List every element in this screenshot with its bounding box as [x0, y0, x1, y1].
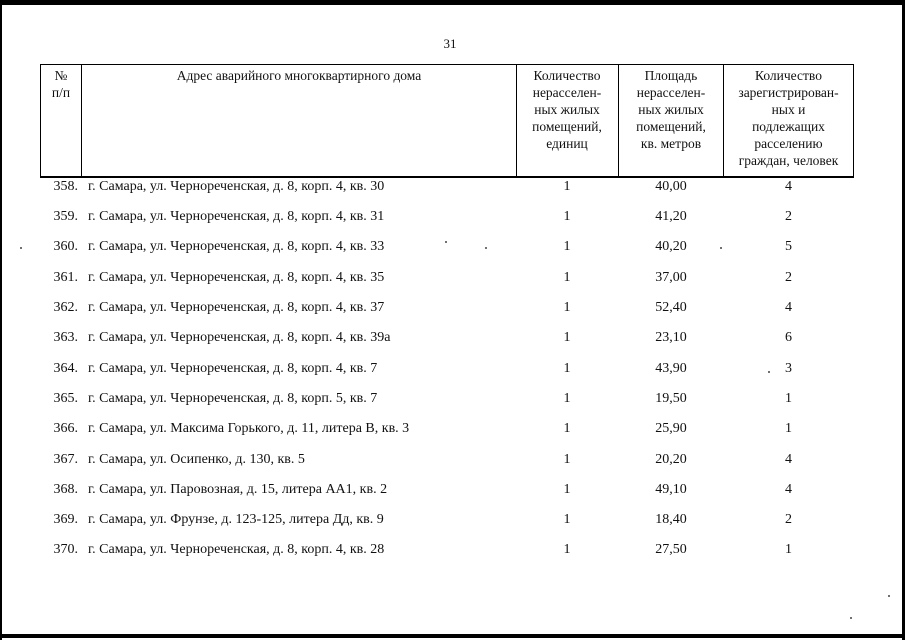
- row-number: 363.: [53, 330, 78, 345]
- row-area: 20,20: [655, 452, 687, 467]
- row-address: г. Самара, ул. Осипенко, д. 130, кв. 5: [88, 452, 305, 467]
- table-row: [0, 270, 905, 300]
- row-unit-count: 1: [563, 542, 571, 557]
- row-unit-count: 1: [563, 300, 571, 315]
- scan-speck: [850, 617, 852, 619]
- row-residents: 6: [785, 330, 792, 345]
- row-unit-count: 1: [563, 482, 571, 497]
- row-number: 359.: [53, 209, 78, 224]
- row-address: г. Самара, ул. Чернореченская, д. 8, корп. 4, кв. 7: [88, 361, 378, 376]
- table-row: [0, 542, 905, 572]
- scan-speck: [768, 371, 770, 373]
- scan-speck: [720, 247, 722, 249]
- header-address: Адрес аварийного многоквартирного дома: [176, 68, 422, 83]
- row-number: 360.: [53, 239, 78, 254]
- scan-speck: [485, 247, 487, 249]
- row-area: 40,20: [655, 239, 687, 254]
- row-number: 367.: [53, 452, 78, 467]
- row-number: 368.: [53, 482, 78, 497]
- row-residents: 2: [785, 209, 792, 224]
- row-number: 358.: [53, 179, 78, 194]
- top-border: [0, 0, 905, 5]
- row-unit-count: 1: [563, 270, 571, 285]
- row-area: 41,20: [655, 209, 687, 224]
- bottom-border: [0, 634, 905, 638]
- row-area: 43,90: [655, 361, 687, 376]
- row-residents: 2: [785, 512, 792, 527]
- scan-speck: [445, 241, 447, 243]
- row-unit-count: 1: [563, 421, 571, 436]
- row-residents: 1: [785, 542, 792, 557]
- row-unit-count: 1: [563, 391, 571, 406]
- table-row: [0, 391, 905, 421]
- table-row: [0, 512, 905, 542]
- row-residents: 4: [785, 482, 792, 497]
- row-area: 49,10: [655, 482, 687, 497]
- row-area: 40,00: [655, 179, 687, 194]
- row-unit-count: 1: [563, 452, 571, 467]
- row-number: 366.: [53, 421, 78, 436]
- scan-speck: [20, 247, 22, 249]
- row-address: г. Самара, ул. Чернореченская, д. 8, корп. 4, кв. 31: [88, 209, 385, 224]
- row-address: г. Самара, ул. Фрунзе, д. 123-125, литера Дд, кв. 9: [88, 512, 384, 527]
- row-number: 370.: [53, 542, 78, 557]
- header-residents: Количество зарегистрирован- ных и подлежащих расселению граждан, человек: [738, 68, 839, 168]
- row-address: г. Самара, ул. Чернореченская, д. 8, корп. 4, кв. 28: [88, 542, 385, 557]
- row-number: 362.: [53, 300, 78, 315]
- row-unit-count: 1: [563, 330, 571, 345]
- table-row: [0, 452, 905, 482]
- header-bottom-rule: [40, 176, 854, 177]
- row-address: г. Самара, ул. Чернореченская, д. 8, корп. 5, кв. 7: [88, 391, 378, 406]
- row-unit-count: 1: [563, 179, 571, 194]
- row-number: 364.: [53, 361, 78, 376]
- row-residents: 2: [785, 270, 792, 285]
- header-area: Площадь нерасселен- ных жилых помещений, кв. метров: [636, 68, 706, 151]
- row-address: г. Самара, ул. Чернореченская, д. 8, корп. 4, кв. 35: [88, 270, 385, 285]
- row-residents: 4: [785, 179, 792, 194]
- table-row: [0, 209, 905, 239]
- row-address: г. Самара, ул. Чернореченская, д. 8, корп. 4, кв. 30: [88, 179, 385, 194]
- row-area: 37,00: [655, 270, 687, 285]
- row-residents: 3: [785, 361, 792, 376]
- row-area: 18,40: [655, 512, 687, 527]
- row-unit-count: 1: [563, 209, 571, 224]
- header-unit-count: Количество нерасселен- ных жилых помещений, единиц: [532, 68, 602, 151]
- header-number: № п/п: [51, 68, 71, 100]
- row-number: 361.: [53, 270, 78, 285]
- row-address: г. Самара, ул. Чернореченская, д. 8, корп. 4, кв. 33: [88, 239, 385, 254]
- page-number: 31: [443, 36, 457, 51]
- row-address: г. Самара, ул. Чернореченская, д. 8, корп. 4, кв. 37: [88, 300, 385, 315]
- row-area: 19,50: [655, 391, 687, 406]
- row-address: г. Самара, ул. Максима Горького, д. 11, литера В, кв. 3: [88, 421, 410, 436]
- table-row: [0, 421, 905, 451]
- row-residents: 5: [785, 239, 792, 254]
- table-row: [0, 239, 905, 269]
- row-area: 23,10: [655, 330, 687, 345]
- row-residents: 4: [785, 452, 792, 467]
- row-residents: 1: [785, 421, 792, 436]
- row-unit-count: 1: [563, 512, 571, 527]
- row-area: 27,50: [655, 542, 687, 557]
- row-unit-count: 1: [563, 239, 571, 254]
- row-residents: 1: [785, 391, 792, 406]
- table-row: [0, 361, 905, 391]
- table-row: [0, 330, 905, 360]
- row-address: г. Самара, ул. Паровозная, д. 15, литера АА1, кв. 2: [88, 482, 388, 497]
- row-area: 52,40: [655, 300, 687, 315]
- row-number: 365.: [53, 391, 78, 406]
- scan-speck: [888, 595, 890, 597]
- table-row: [0, 300, 905, 330]
- row-residents: 4: [785, 300, 792, 315]
- row-area: 25,90: [655, 421, 687, 436]
- row-number: 369.: [53, 512, 78, 527]
- table-row: [0, 482, 905, 512]
- row-unit-count: 1: [563, 361, 571, 376]
- row-address: г. Самара, ул. Чернореченская, д. 8, корп. 4, кв. 39а: [88, 330, 391, 345]
- table-row: [0, 179, 905, 209]
